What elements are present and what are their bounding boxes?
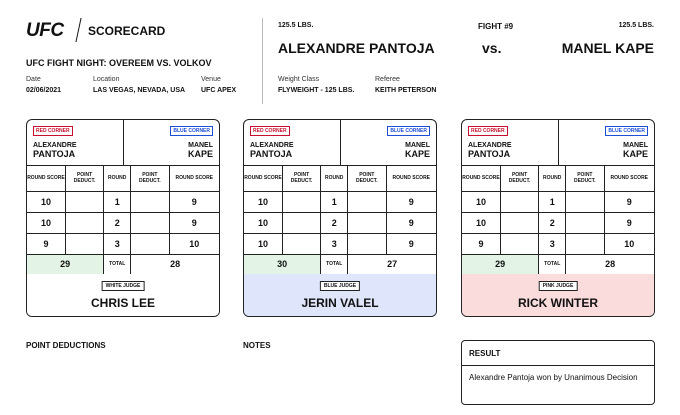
red-corner-tag: RED CORNER	[33, 126, 73, 136]
blue-deduction	[131, 191, 169, 212]
red-deduction	[282, 233, 320, 254]
col-round-score: ROUND SCORE	[27, 166, 65, 191]
col-round-score: ROUND SCORE	[169, 166, 219, 191]
venue-value: UFC APEX	[201, 87, 237, 94]
location-value: LAS VEGAS, NEVADA, USA	[93, 87, 186, 94]
blue-score: 9	[604, 212, 654, 233]
red-total: 29	[27, 254, 104, 274]
table-row	[27, 212, 219, 233]
col-point-deduct: POINT DEDUCT.	[65, 166, 103, 191]
blue-fighter-weight: 125.5 LBS.	[618, 22, 654, 29]
venue-label: Venue	[201, 76, 221, 83]
table-row	[244, 212, 436, 233]
header-divider	[262, 18, 263, 104]
judge-name: RICK WINTER	[518, 296, 598, 310]
versus-label: vs.	[482, 40, 502, 56]
blue-deduction	[348, 212, 386, 233]
round-number: 3	[321, 233, 348, 254]
blue-deduction	[348, 233, 386, 254]
red-deduction	[282, 191, 320, 212]
red-score: 10	[462, 212, 500, 233]
total-label: TOTAL	[321, 254, 348, 274]
judge-box	[27, 274, 219, 317]
judge-card-pink	[461, 119, 655, 317]
col-round-score: ROUND SCORE	[604, 166, 654, 191]
date-label: Date	[26, 76, 41, 83]
fight-number: FIGHT #9	[478, 22, 514, 31]
round-number: 1	[539, 191, 566, 212]
blue-score: 9	[386, 233, 436, 254]
red-score: 10	[244, 191, 282, 212]
col-round-score: ROUND SCORE	[386, 166, 436, 191]
judge-name: CHRIS LEE	[90, 296, 155, 310]
red-score: 9	[462, 233, 500, 254]
event-name: UFC FIGHT NIGHT: OVEREEM VS. VOLKOV	[26, 58, 212, 68]
red-corner-name: ALEXANDRE PANTOJA	[250, 142, 294, 159]
red-score: 10	[27, 212, 65, 233]
red-score: 10	[244, 233, 282, 254]
red-score: 9	[27, 233, 65, 254]
red-total: 29	[462, 254, 539, 274]
blue-corner-tag: BLUE CORNER	[605, 126, 648, 136]
judge-card-white	[26, 119, 220, 317]
col-point-deduct: POINT DEDUCT.	[131, 166, 169, 191]
red-corner-name: ALEXANDRE PANTOJA	[33, 142, 77, 159]
table-row	[27, 191, 219, 212]
blue-deduction	[348, 191, 386, 212]
col-round-score: ROUND SCORE	[462, 166, 500, 191]
notes-heading: NOTES	[243, 341, 271, 350]
red-fighter-weight: 125.5 LBS.	[278, 22, 314, 29]
blue-score: 9	[604, 191, 654, 212]
red-deduction	[500, 191, 538, 212]
judge-tag: WHITE JUDGE	[102, 281, 145, 291]
red-score: 10	[27, 191, 65, 212]
blue-corner-name: MANEL KAPE	[187, 142, 213, 159]
col-point-deduct: POINT DEDUCT.	[566, 166, 604, 191]
card-header	[244, 120, 436, 166]
round-number: 1	[104, 191, 131, 212]
page-title: SCORECARD	[88, 24, 166, 38]
score-table	[27, 166, 219, 275]
table-row	[244, 191, 436, 212]
red-deduction	[65, 233, 103, 254]
red-total: 30	[244, 254, 321, 274]
point-deductions-heading: POINT DEDUCTIONS	[26, 341, 106, 350]
blue-corner-tag: BLUE CORNER	[387, 126, 430, 136]
blue-total: 27	[348, 254, 436, 274]
judge-tag: PINK JUDGE	[539, 281, 578, 291]
round-number: 2	[104, 212, 131, 233]
table-row	[244, 233, 436, 254]
round-number: 1	[321, 191, 348, 212]
result-heading: RESULT	[469, 349, 501, 358]
card-header	[462, 120, 654, 166]
judge-name: JERIN VALEL	[301, 296, 379, 310]
total-label: TOTAL	[539, 254, 566, 274]
red-corner-tag: RED CORNER	[468, 126, 508, 136]
blue-score: 9	[386, 212, 436, 233]
col-round: ROUND	[539, 166, 566, 191]
blue-score: 10	[169, 233, 219, 254]
total-row	[27, 254, 219, 274]
blue-deduction	[566, 191, 604, 212]
col-point-deduct: POINT DEDUCT.	[500, 166, 538, 191]
judge-card-blue	[243, 119, 437, 317]
col-round-score: ROUND SCORE	[244, 166, 282, 191]
referee-label: Referee	[375, 76, 400, 83]
result-text: Alexandre Pantoja won by Unanimous Decision	[462, 365, 654, 384]
total-row	[462, 254, 654, 274]
blue-deduction	[566, 212, 604, 233]
round-number: 2	[321, 212, 348, 233]
blue-deduction	[566, 233, 604, 254]
red-deduction	[500, 212, 538, 233]
judge-box	[462, 274, 654, 317]
red-fighter-name: ALEXANDRE PANTOJA	[278, 40, 435, 56]
red-corner-tag: RED CORNER	[250, 126, 290, 136]
red-deduction	[500, 233, 538, 254]
red-deduction	[65, 191, 103, 212]
location-label: Location	[93, 76, 120, 83]
red-deduction	[65, 212, 103, 233]
ufc-logo: UFC	[26, 20, 64, 41]
blue-score: 9	[386, 191, 436, 212]
judge-box	[244, 274, 436, 317]
total-label: TOTAL	[104, 254, 131, 274]
col-round: ROUND	[104, 166, 131, 191]
judge-tag: BLUE JUDGE	[320, 281, 360, 291]
total-row	[244, 254, 436, 274]
red-score: 10	[462, 191, 500, 212]
date-value: 02/06/2021	[26, 87, 62, 94]
red-deduction	[282, 212, 320, 233]
result-box	[461, 340, 655, 405]
blue-total: 28	[566, 254, 654, 274]
red-score: 10	[244, 212, 282, 233]
col-point-deduct: POINT DEDUCT.	[348, 166, 386, 191]
referee-value: KEITH PETERSON	[375, 87, 437, 94]
round-number: 3	[104, 233, 131, 254]
table-row	[27, 233, 219, 254]
blue-score: 10	[604, 233, 654, 254]
blue-total: 28	[131, 254, 219, 274]
blue-score: 9	[169, 212, 219, 233]
score-table	[462, 166, 654, 275]
logo-divider	[75, 18, 81, 42]
table-row	[462, 233, 654, 254]
blue-fighter-name: MANEL KAPE	[561, 40, 654, 56]
blue-corner-name: MANEL KAPE	[404, 142, 430, 159]
score-table	[244, 166, 436, 275]
blue-corner-name: MANEL KAPE	[622, 142, 648, 159]
blue-deduction	[131, 233, 169, 254]
round-number: 2	[539, 212, 566, 233]
weight-class-value: FLYWEIGHT - 125 LBS.	[278, 87, 355, 94]
blue-corner-tag: BLUE CORNER	[170, 126, 213, 136]
table-row	[462, 212, 654, 233]
card-header	[27, 120, 219, 166]
red-corner-name: ALEXANDRE PANTOJA	[468, 142, 512, 159]
weight-class-label: Weight Class	[278, 76, 320, 83]
blue-deduction	[131, 212, 169, 233]
col-point-deduct: POINT DEDUCT.	[282, 166, 320, 191]
blue-score: 9	[169, 191, 219, 212]
col-round: ROUND	[321, 166, 348, 191]
table-row	[462, 191, 654, 212]
round-number: 3	[539, 233, 566, 254]
